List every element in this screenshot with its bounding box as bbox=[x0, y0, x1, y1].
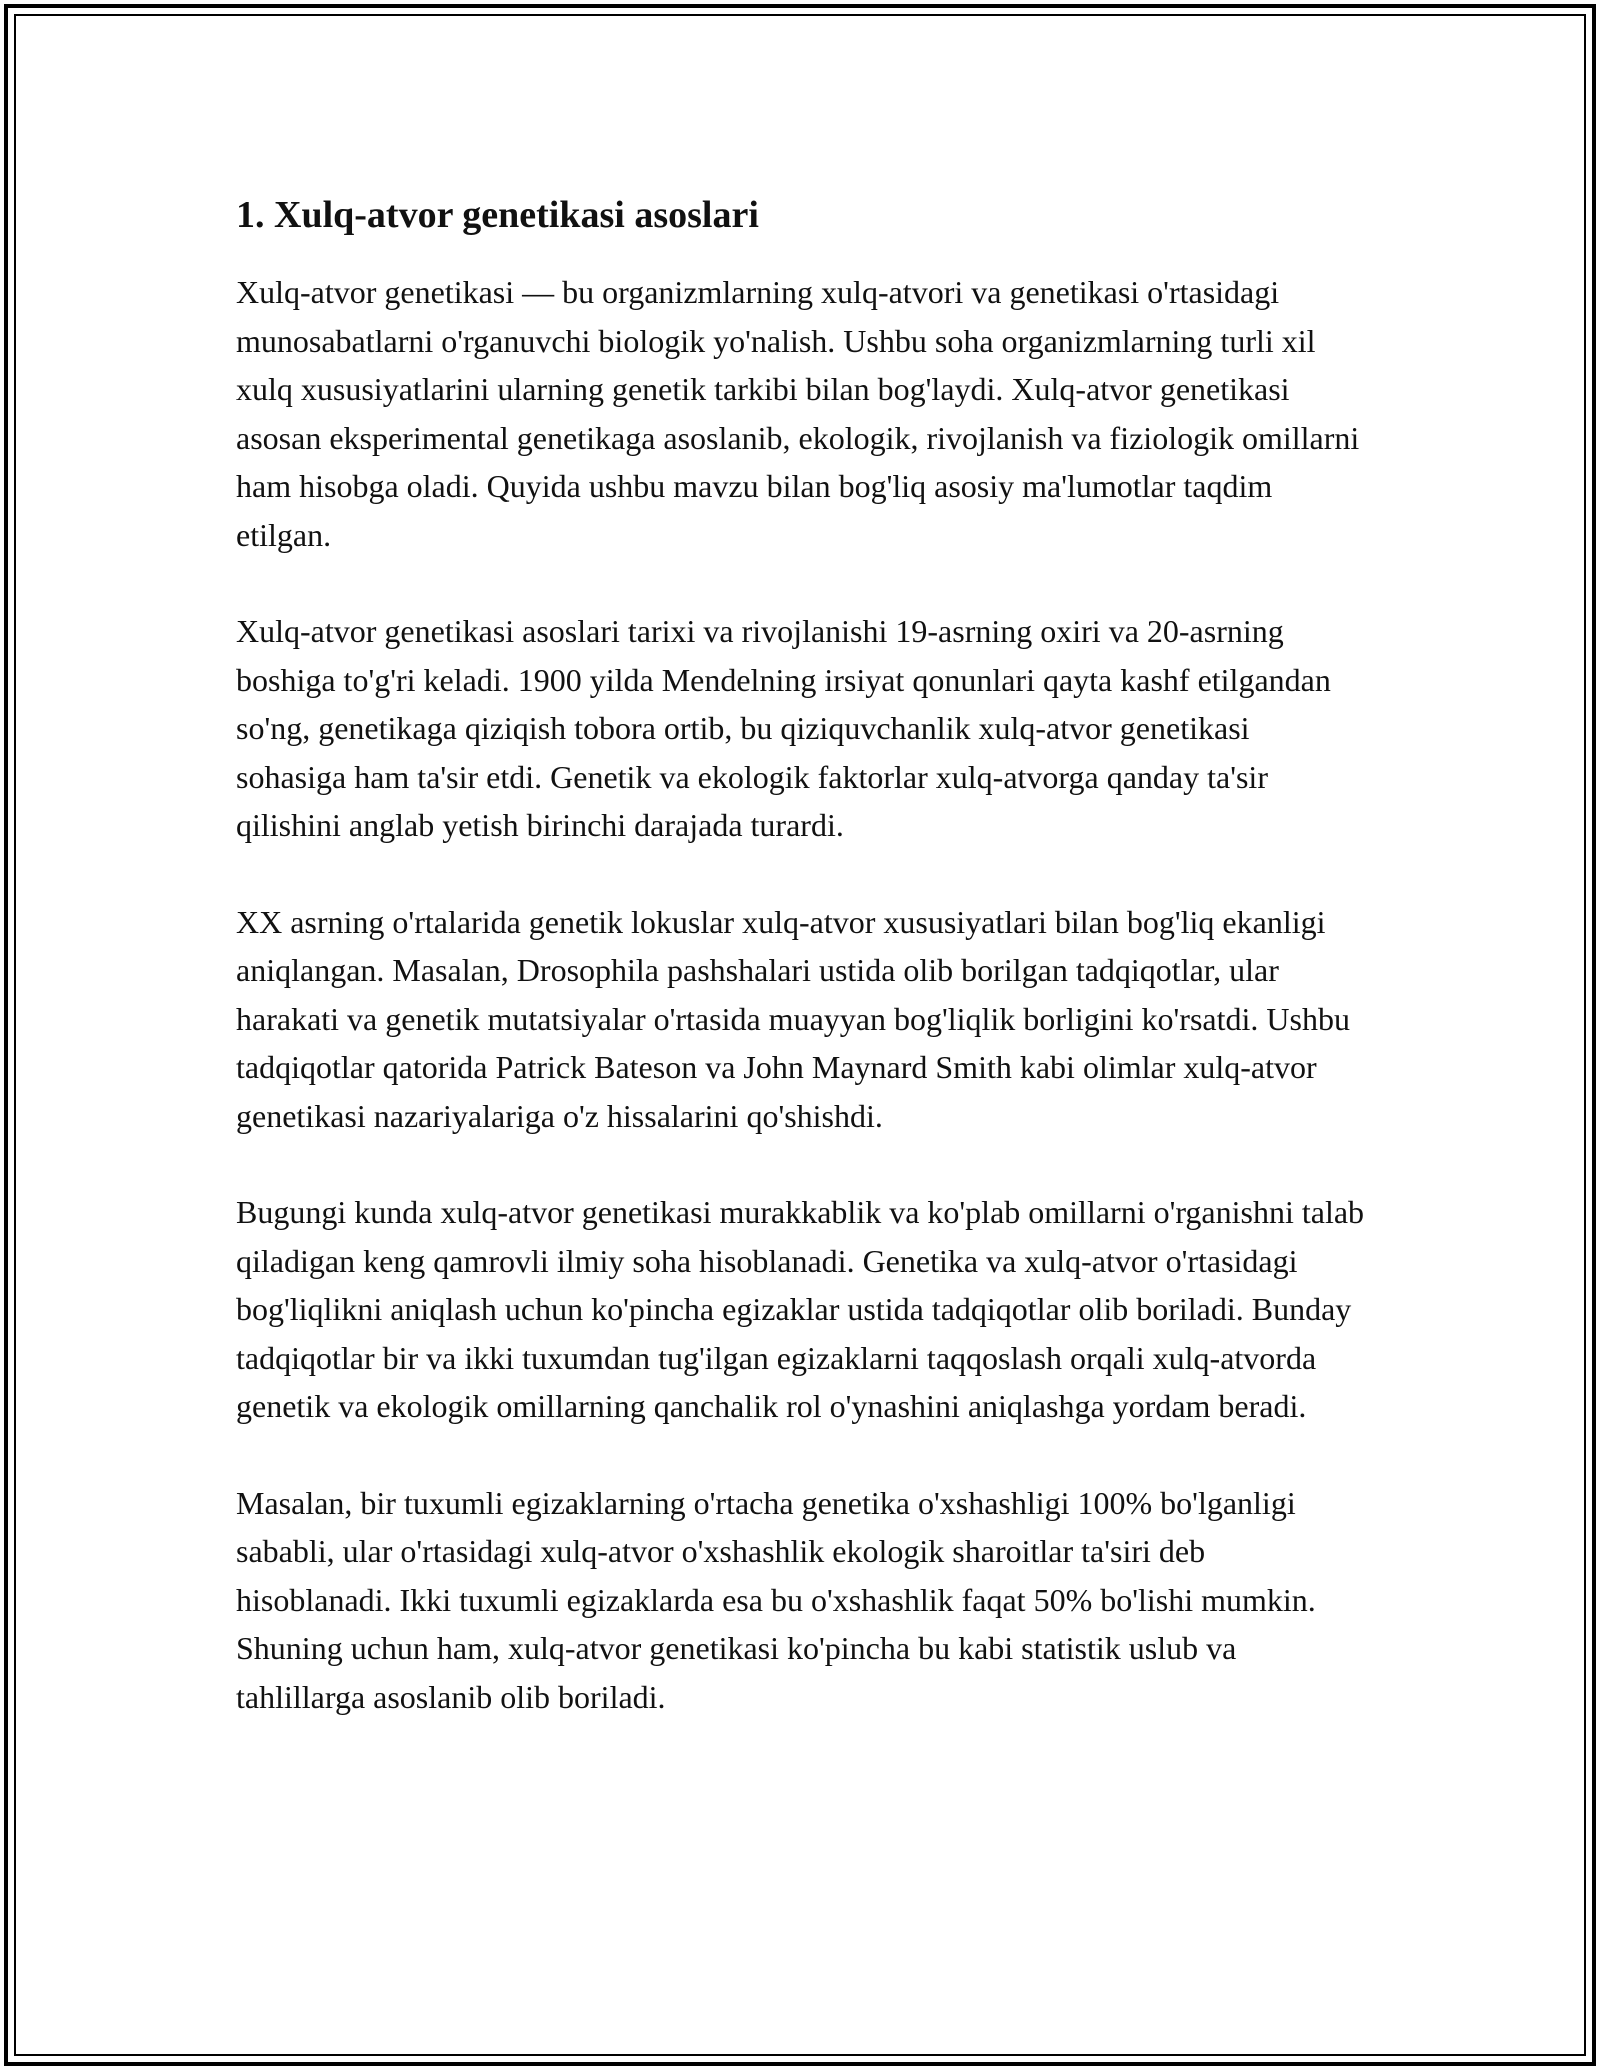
paragraph-twin-similarity: Masalan, bir tuxumli egizaklarning o'rtacha genetika o'xshashligi 100% bo'lganligi sababli, ular o'rtasidagi xulq-atvor o'xshashlik ekologik sharoitlar ta'siri deb hisoblanadi. Ikki tuxumli egizaklarda esa bu o'xshashlik faqat 50% bo'lishi mumkin. Shuning uchun ham, xulq-atvor genetikasi ko'pincha bu kabi statistik uslub va tahlillarga asoslanib olib boriladi. bbox=[236, 1484, 1316, 1715]
paragraph-history: Xulq-atvor genetikasi asoslari tarixi va rivojlanishi 19-asrning oxiri va 20-asrning boshiga to'g'ri keladi. 1900 yilda Mendelning irsiyat qonunlari qayta kashf etilgandan so'ng, genetikaga qiziqish tobora ortib, bu qiziquvchanlik xulq-atvor genetikasi sohasiga ham ta'sir etdi. Genetik va ekologik faktorlar xulq-atvorga qanday ta'sir qilishini anglab yetish birinchi darajada turardi. bbox=[236, 613, 1331, 843]
section-title: 1. Xulq-atvor genetikasi asoslari bbox=[236, 194, 759, 236]
paragraph-intro: Xulq-atvor genetikasi — bu organizmlarning xulq-atvori va genetikasi o'rtasidagi munosabatlarni o'rganuvchi biologik yo'nalish. Ushbu soha organizmlarning turli xil xulq xususiyatlarini ularning genetik tarkibi bilan bog'laydi. Xulq-atvor genetikasi asosan eksperimental genetikaga asoslanib, ekologik, rivojlanish va fiziologik omillarni ham hisobga oladi. Quyida ushbu mavzu bilan bog'liq asosiy ma'lumotlar taqdim etilgan. bbox=[236, 274, 1360, 553]
document-body bbox=[236, 190, 1366, 1769]
paragraph-loci: XX asrning o'rtalarida genetik lokuslar xulq-atvor xususiyatlari bilan bog'liq ekanligi aniqlangan. Masalan, Drosophila pashshalari ustida olib borilgan tadqiqotlar, ular harakati va genetik mutatsiyalar o'rtasida muayyan bog'liqlik borligini ko'rsatdi. Ushbu tadqiqotlar qatorida Patrick Bateson va John Maynard Smith kabi olimlar xulq-atvor genetikasi nazariyalariga o'z hissalarini qo'shishdi. bbox=[236, 903, 1350, 1134]
paragraph-twin-studies: Bugungi kunda xulq-atvor genetikasi murakkablik va ko'plab omillarni o'rganishni talab qiladigan keng qamrovli ilmiy soha hisoblanadi. Genetika va xulq-atvor o'rtasidagi bog'liqlikni aniqlash uchun ko'pincha egizaklar ustida tadqiqotlar olib boriladi. Bunday tadqiqotlar bir va ikki tuxumdan tug'ilgan egizaklarni taqqoslash orqali xulq-atvorda genetik va ekologik omillarning qanchalik rol o'ynashini aniqlashga yordam beradi. bbox=[236, 1194, 1365, 1424]
